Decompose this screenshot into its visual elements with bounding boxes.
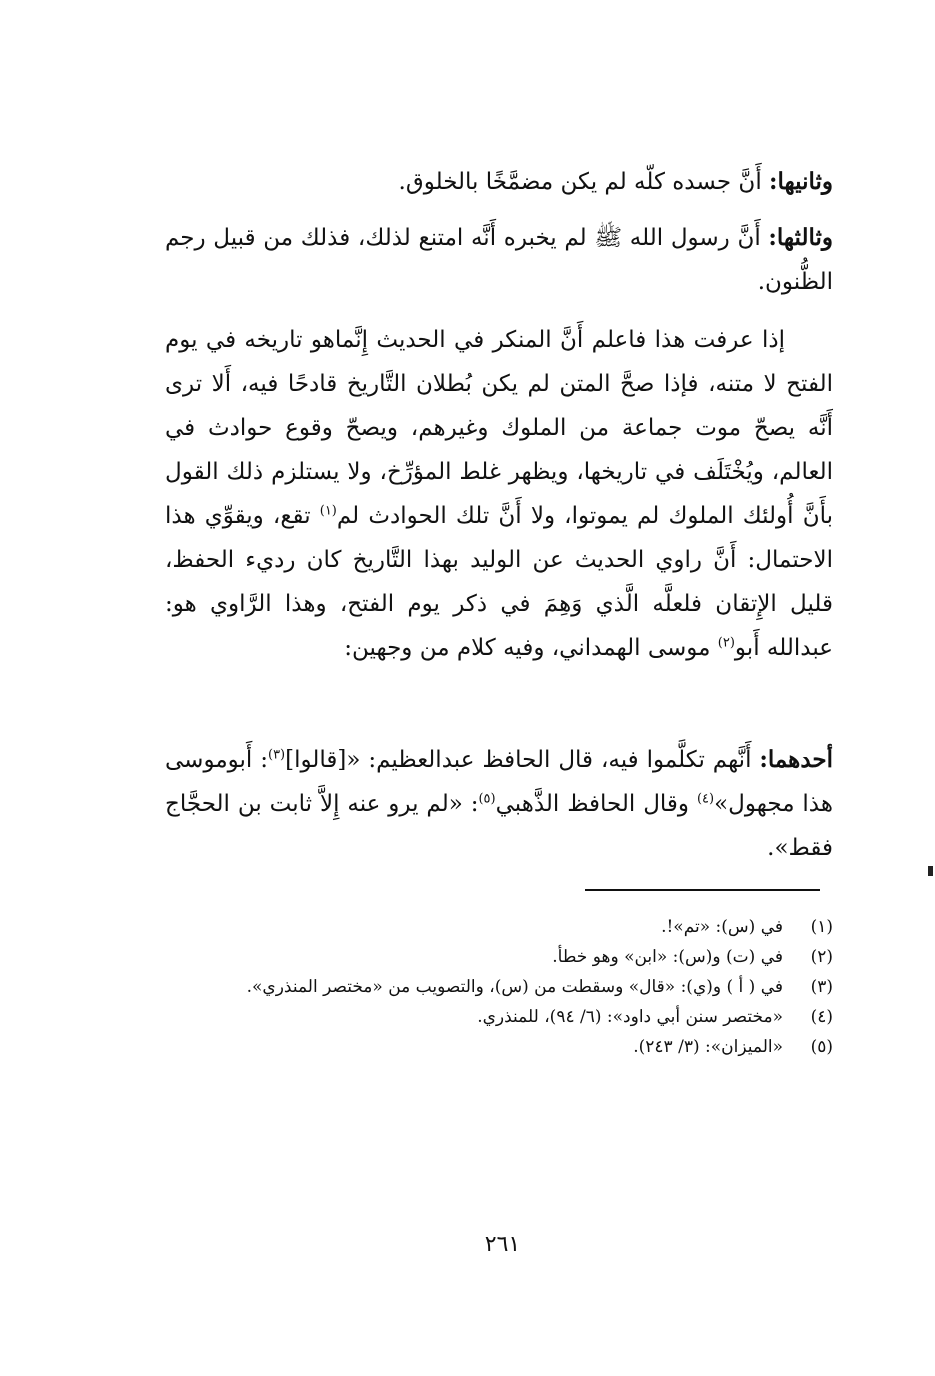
footnote-ref-5[interactable]: (٥) — [478, 791, 496, 807]
footnote-number: (٣) — [810, 977, 833, 997]
paragraph-lead: وثالثها: — [768, 224, 833, 251]
footnote-number: (٤) — [810, 1007, 833, 1027]
paragraph-text: أَنَّ رسول الله ﷺ لم يخبره أَنَّه امتنع لذلك، فذلك من قبيل رجم الظُّنون. — [165, 225, 833, 295]
footnote-text: في (ت) و(س): «ابن» وهو خطأ. — [552, 947, 783, 967]
footnote-item — [165, 912, 833, 942]
paragraph-first-aspect — [165, 738, 833, 870]
footnote-text: «الميزان»: (٣/ ٢٤٣). — [633, 1037, 783, 1057]
page-number: ٢٦١ — [484, 1232, 521, 1257]
paragraph-lead: أحدهما: — [759, 746, 833, 773]
footnote-text: في (س): «تم»!. — [661, 917, 783, 937]
margin-mark — [928, 866, 933, 876]
footnote-text: في ( أ ) و(ي): «قال» وسقطت من (س)، والتصويب من «مختصر المنذري». — [246, 977, 783, 997]
paragraph-text: : «لم يرو عنه إِلاَّ ثابت بن الحجَّاج فقط». — [165, 791, 833, 861]
footnote-ref-3[interactable]: (٣) — [267, 747, 286, 763]
footnote-item — [165, 972, 833, 1002]
paragraph-text: وقال الحافظ الذَّهبي — [495, 791, 697, 817]
footnote-ref-4[interactable]: (٤) — [696, 791, 715, 807]
paragraph-text: : أَبوموسى هذا مجهول» — [165, 747, 834, 817]
footnote-item — [165, 1032, 833, 1062]
footnote-text: «مختصر سنن أبي داود»: (٦/ ٩٤)، للمنذري. — [477, 1007, 783, 1027]
paragraph-second-point — [165, 160, 833, 204]
paragraph-text: موسى الهمداني، وفيه كلام من وجهين: — [344, 635, 718, 661]
footnote-divider — [585, 889, 820, 891]
footnote-ref-1[interactable]: (١) — [319, 503, 337, 519]
footnote-number: (١) — [810, 917, 833, 937]
paragraph-third-point — [165, 216, 833, 304]
paragraph-text: تقع، ويقوِّي هذا الاحتمال: أَنَّ راوي الحديث عن الوليد بهذا التَّاريخ كان رديء الحفظ، قليل الإِتقان فلعلَّه الَّذي وَهِمَ في ذكر يوم الفتح، وهذا الرَّاوي هو: عبدالله أَبو — [165, 503, 833, 661]
paragraph-text: أَنَّهم تكلَّموا فيه، قال الحافظ عبدالعظيم: «[قالوا] — [285, 747, 760, 773]
footnote-item — [165, 1002, 833, 1032]
footnote-number: (٥) — [810, 1037, 833, 1057]
footnote-ref-2[interactable]: (٢) — [717, 635, 735, 651]
paragraph-main-argument — [165, 318, 833, 670]
footnote-item — [165, 942, 833, 972]
paragraph-lead: وثانيها: — [769, 168, 833, 195]
footnote-number: (٢) — [810, 947, 833, 967]
paragraph-text: أَنَّ جسده كلّه لم يكن مضمَّخًا بالخلوق. — [398, 169, 770, 195]
paragraph-text: إذا عرفت هذا فاعلم أَنَّ المنكر في الحديث إِنَّماهو تاريخه في يوم الفتح لا متنه، فإذا صحَّ المتن لم يكن بُطلان التَّاريخ قادحًا فيه، أَلا ترى أَنَّه يصحّ موت جماعة من الملوك وغيرهم، ويصحّ وقوع حوادث في العالم، ويُخْتَلَف في تاريخها، ويظهر غلط المؤرِّخ، ولا يستلزم ذلك القول بأَنَّ أُولئك الملوك لم يموتوا، ولا أَنَّ تلك الحوادث لم — [165, 327, 833, 529]
footnotes-section — [165, 912, 833, 1062]
